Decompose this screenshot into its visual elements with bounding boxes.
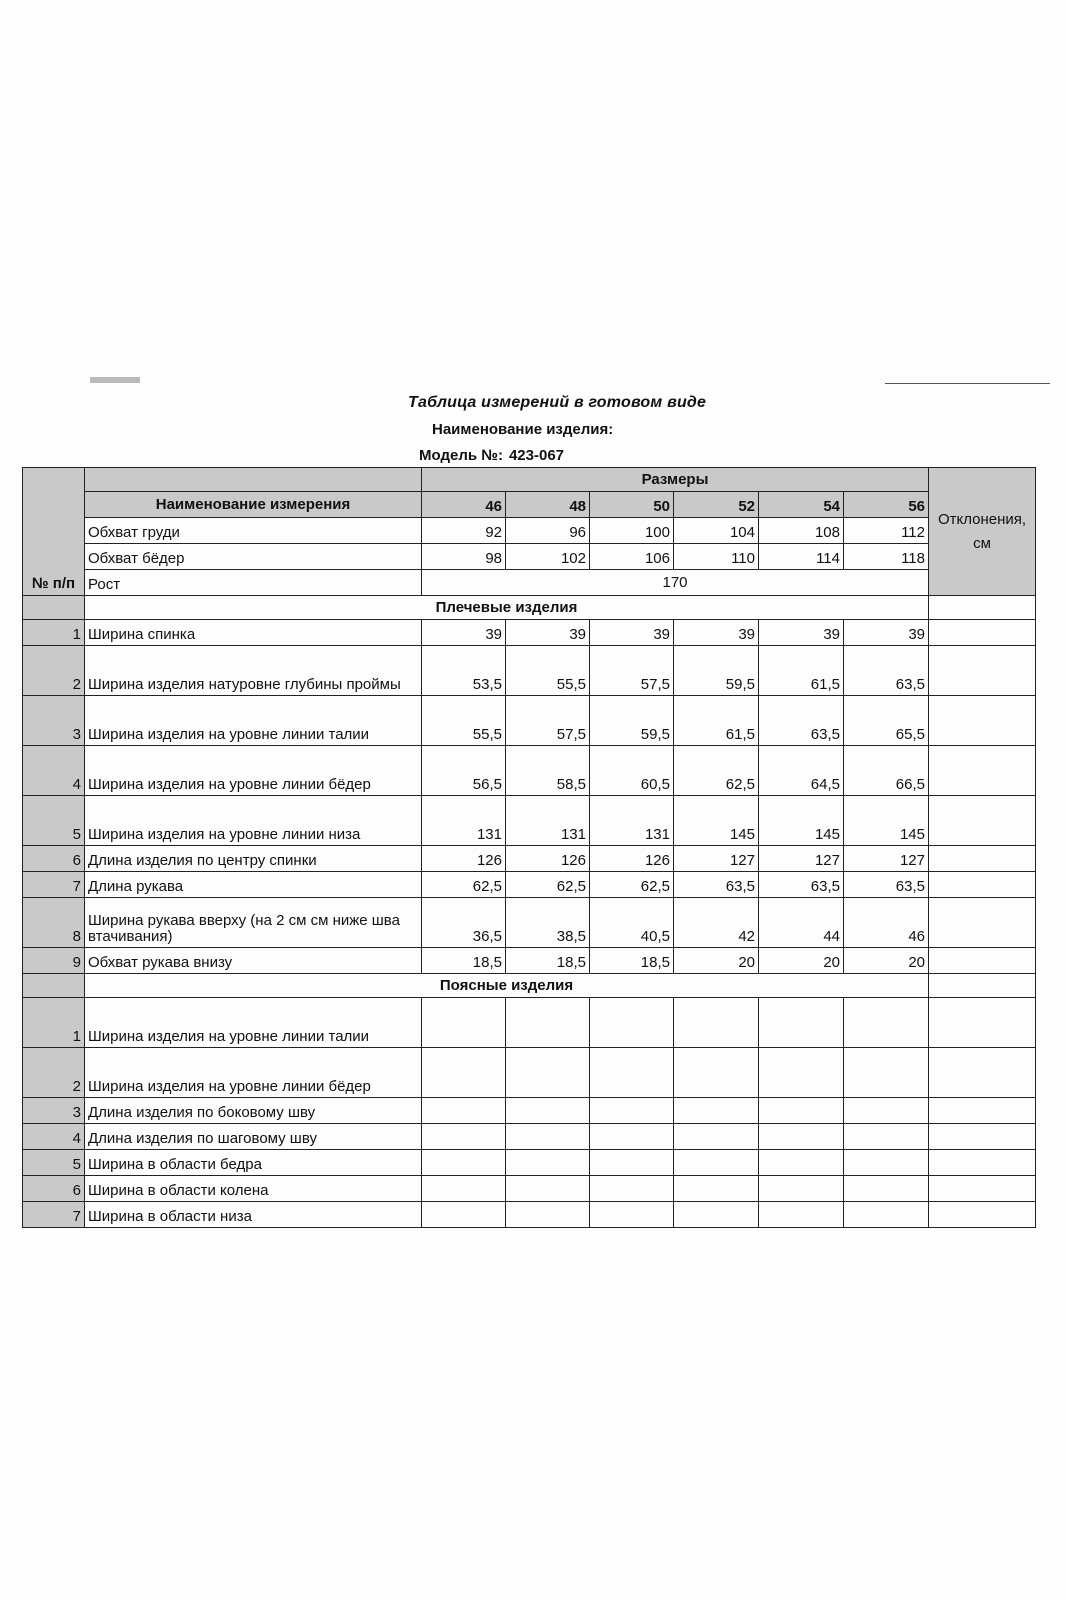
base-row-value: 108 (759, 518, 844, 544)
row-value: 20 (759, 948, 844, 974)
row-value-empty (844, 1098, 929, 1124)
row-value: 53,5 (422, 646, 506, 696)
row-value: 39 (674, 620, 759, 646)
blank-top-area (0, 0, 1066, 382)
row-name: Ширина изделия на уровне линии бёдер (85, 1048, 422, 1098)
base-row (23, 544, 1036, 570)
row-number: 9 (23, 948, 85, 974)
row-value-empty (674, 1048, 759, 1098)
base-row-value: 100 (590, 518, 674, 544)
row-name: Ширина в области низа (85, 1202, 422, 1228)
base-row-name: Обхват груди (85, 518, 422, 544)
row-value: 126 (422, 846, 506, 872)
row-value-empty (590, 1124, 674, 1150)
row-number: 4 (23, 1124, 85, 1150)
row-number: 7 (23, 872, 85, 898)
deviation-cell (929, 1202, 1036, 1228)
section-row-waist (23, 974, 1036, 998)
product-name-label: Наименование изделия: (432, 421, 614, 438)
row-value-empty (422, 1098, 506, 1124)
base-row-value: 110 (674, 544, 759, 570)
scan-artifact-mark (90, 377, 140, 383)
row-value-empty (506, 1124, 590, 1150)
row-value-empty (506, 998, 590, 1048)
row-value: 57,5 (506, 696, 590, 746)
waist-row (23, 1124, 1036, 1150)
row-value: 145 (674, 796, 759, 846)
model-line (419, 447, 564, 464)
row-value: 40,5 (590, 898, 674, 948)
row-value: 62,5 (506, 872, 590, 898)
document-title: Таблица измерений в готовом виде (408, 394, 707, 411)
row-name: Длина изделия по центру спинки (85, 846, 422, 872)
row-value: 127 (759, 846, 844, 872)
row-number: 6 (23, 1176, 85, 1202)
base-row-name: Обхват бёдер (85, 544, 422, 570)
row-value-empty (759, 1176, 844, 1202)
deviation-cell (929, 646, 1036, 696)
row-number: 2 (23, 1048, 85, 1098)
row-number: 3 (23, 1098, 85, 1124)
row-value: 55,5 (422, 696, 506, 746)
row-value-empty (590, 1098, 674, 1124)
row-value-empty (674, 1202, 759, 1228)
row-value: 63,5 (844, 872, 929, 898)
row-value: 20 (674, 948, 759, 974)
section-title-waist: Поясные изделия (85, 974, 929, 998)
base-row-value: 118 (844, 544, 929, 570)
base-row-value: 114 (759, 544, 844, 570)
row-value-empty (674, 1150, 759, 1176)
row-value: 61,5 (759, 646, 844, 696)
waist-row (23, 1150, 1036, 1176)
deviation-cell (929, 974, 1036, 998)
row-name: Ширина в области бедра (85, 1150, 422, 1176)
base-row-value: 104 (674, 518, 759, 544)
row-name: Ширина изделия на уровне линии бёдер (85, 746, 422, 796)
row-value: 64,5 (759, 746, 844, 796)
waist-row (23, 1202, 1036, 1228)
row-number: 1 (23, 620, 85, 646)
shoulder-row (23, 898, 1036, 948)
row-value-empty (759, 1150, 844, 1176)
deviation-cell (929, 746, 1036, 796)
row-name: Обхват рукава внизу (85, 948, 422, 974)
size-56: 56 (844, 492, 929, 518)
base-row-value: 92 (422, 518, 506, 544)
waist-row (23, 1176, 1036, 1202)
model-label: Модель №: (419, 447, 503, 464)
row-value-empty (844, 1176, 929, 1202)
row-value: 42 (674, 898, 759, 948)
height-row (23, 570, 1036, 596)
row-value-empty (674, 1098, 759, 1124)
shoulder-row (23, 872, 1036, 898)
model-number: 423-067 (508, 447, 565, 464)
row-name: Ширина изделия на уровне линии талии (85, 998, 422, 1048)
row-value-empty (422, 1176, 506, 1202)
deviation-header: Отклонения, см (929, 468, 1036, 596)
size-52: 52 (674, 492, 759, 518)
row-value: 39 (422, 620, 506, 646)
row-value-empty (590, 1176, 674, 1202)
base-row-value: 96 (506, 518, 590, 544)
row-value: 39 (844, 620, 929, 646)
row-value: 127 (674, 846, 759, 872)
row-value: 63,5 (844, 646, 929, 696)
row-value-empty (590, 1202, 674, 1228)
row-name: Ширина рукава вверху (на 2 см см ниже шва втачивания) (85, 898, 422, 948)
row-value: 62,5 (590, 872, 674, 898)
row-value-empty (844, 1124, 929, 1150)
row-value-empty (759, 1124, 844, 1150)
height-value: 170 (422, 570, 929, 596)
deviation-cell (929, 1124, 1036, 1150)
row-value: 127 (844, 846, 929, 872)
shoulder-row (23, 796, 1036, 846)
row-value-empty (844, 1048, 929, 1098)
row-value-empty (759, 1202, 844, 1228)
row-value: 39 (590, 620, 674, 646)
deviation-cell (929, 948, 1036, 974)
deviation-cell (929, 796, 1036, 846)
deviation-cell (929, 1048, 1036, 1098)
row-value-empty (844, 998, 929, 1048)
row-name: Длина рукава (85, 872, 422, 898)
row-value: 39 (506, 620, 590, 646)
row-value: 59,5 (674, 646, 759, 696)
row-number: 8 (23, 898, 85, 948)
row-value-empty (674, 998, 759, 1048)
deviation-cell (929, 898, 1036, 948)
row-value: 61,5 (674, 696, 759, 746)
row-name: Ширина изделия на уровне линии низа (85, 796, 422, 846)
deviation-cell (929, 1098, 1036, 1124)
row-value-empty (422, 1150, 506, 1176)
row-name: Длина изделия по шаговому шву (85, 1124, 422, 1150)
measurement-table (22, 467, 1036, 1228)
col-no-header: № п/п (23, 468, 85, 596)
row-value-empty (422, 1202, 506, 1228)
shoulder-row (23, 696, 1036, 746)
row-number: 1 (23, 998, 85, 1048)
row-number: 7 (23, 1202, 85, 1228)
row-value: 63,5 (759, 872, 844, 898)
deviation-cell (929, 596, 1036, 620)
base-row-value: 112 (844, 518, 929, 544)
waist-row (23, 1048, 1036, 1098)
row-value-empty (674, 1124, 759, 1150)
deviation-cell (929, 1176, 1036, 1202)
row-number: 6 (23, 846, 85, 872)
row-value: 46 (844, 898, 929, 948)
row-value: 56,5 (422, 746, 506, 796)
row-value: 18,5 (590, 948, 674, 974)
row-value: 59,5 (590, 696, 674, 746)
shoulder-row (23, 646, 1036, 696)
shoulder-row (23, 620, 1036, 646)
row-number: 5 (23, 796, 85, 846)
row-value: 55,5 (506, 646, 590, 696)
row-name: Ширина изделия на уровне линии талии (85, 696, 422, 746)
row-name: Длина изделия по боковому шву (85, 1098, 422, 1124)
row-value-empty (506, 1048, 590, 1098)
shoulder-row (23, 746, 1036, 796)
row-value-empty (506, 1150, 590, 1176)
row-value: 18,5 (422, 948, 506, 974)
row-value: 58,5 (506, 746, 590, 796)
section-no-cell (23, 974, 85, 998)
row-value-empty (590, 1150, 674, 1176)
row-value-empty (759, 998, 844, 1048)
row-value: 44 (759, 898, 844, 948)
size-50: 50 (590, 492, 674, 518)
row-name: Ширина спинка (85, 620, 422, 646)
row-number: 5 (23, 1150, 85, 1176)
base-row-value: 98 (422, 544, 506, 570)
row-value-empty (590, 998, 674, 1048)
row-value: 62,5 (674, 746, 759, 796)
row-value-empty (590, 1048, 674, 1098)
waist-row (23, 998, 1036, 1048)
row-value-empty (422, 1048, 506, 1098)
row-value: 63,5 (759, 696, 844, 746)
row-value: 63,5 (674, 872, 759, 898)
row-value: 66,5 (844, 746, 929, 796)
shoulder-row (23, 948, 1036, 974)
section-no-cell (23, 596, 85, 620)
header-row-1 (23, 468, 1036, 492)
size-46: 46 (422, 492, 506, 518)
deviation-cell (929, 998, 1036, 1048)
section-row-shoulder (23, 596, 1036, 620)
deviation-cell (929, 620, 1036, 646)
row-number: 4 (23, 746, 85, 796)
header-blank (85, 468, 422, 492)
base-row (23, 518, 1036, 544)
row-value: 131 (590, 796, 674, 846)
row-number: 3 (23, 696, 85, 746)
row-value-empty (759, 1098, 844, 1124)
base-row-value: 102 (506, 544, 590, 570)
row-value: 131 (506, 796, 590, 846)
row-value-empty (844, 1202, 929, 1228)
shoulder-row (23, 846, 1036, 872)
signature-line (885, 383, 1050, 384)
row-value-empty (844, 1150, 929, 1176)
row-name: Ширина в области колена (85, 1176, 422, 1202)
row-value-empty (422, 998, 506, 1048)
row-value: 20 (844, 948, 929, 974)
header-row-2 (23, 492, 1036, 518)
row-value: 131 (422, 796, 506, 846)
row-value: 145 (759, 796, 844, 846)
row-value: 36,5 (422, 898, 506, 948)
measurement-name-header: Наименование измерения (85, 492, 422, 518)
row-value: 62,5 (422, 872, 506, 898)
row-value-empty (506, 1176, 590, 1202)
row-value: 126 (590, 846, 674, 872)
deviation-cell (929, 1150, 1036, 1176)
row-value: 39 (759, 620, 844, 646)
deviation-cell (929, 696, 1036, 746)
row-value-empty (674, 1176, 759, 1202)
waist-row (23, 1098, 1036, 1124)
deviation-cell (929, 846, 1036, 872)
row-value: 65,5 (844, 696, 929, 746)
row-value: 18,5 (506, 948, 590, 974)
row-value: 60,5 (590, 746, 674, 796)
deviation-cell (929, 872, 1036, 898)
row-value: 38,5 (506, 898, 590, 948)
row-value-empty (506, 1202, 590, 1228)
base-row-value: 106 (590, 544, 674, 570)
section-title-shoulder: Плечевые изделия (85, 596, 929, 620)
row-value-empty (759, 1048, 844, 1098)
row-value-empty (422, 1124, 506, 1150)
row-name: Ширина изделия натуровне глубины проймы (85, 646, 422, 696)
row-value-empty (506, 1098, 590, 1124)
row-value: 145 (844, 796, 929, 846)
size-54: 54 (759, 492, 844, 518)
sizes-header: Размеры (422, 468, 929, 492)
height-row-name: Рост (85, 570, 422, 596)
row-value: 57,5 (590, 646, 674, 696)
size-48: 48 (506, 492, 590, 518)
row-value: 126 (506, 846, 590, 872)
row-number: 2 (23, 646, 85, 696)
